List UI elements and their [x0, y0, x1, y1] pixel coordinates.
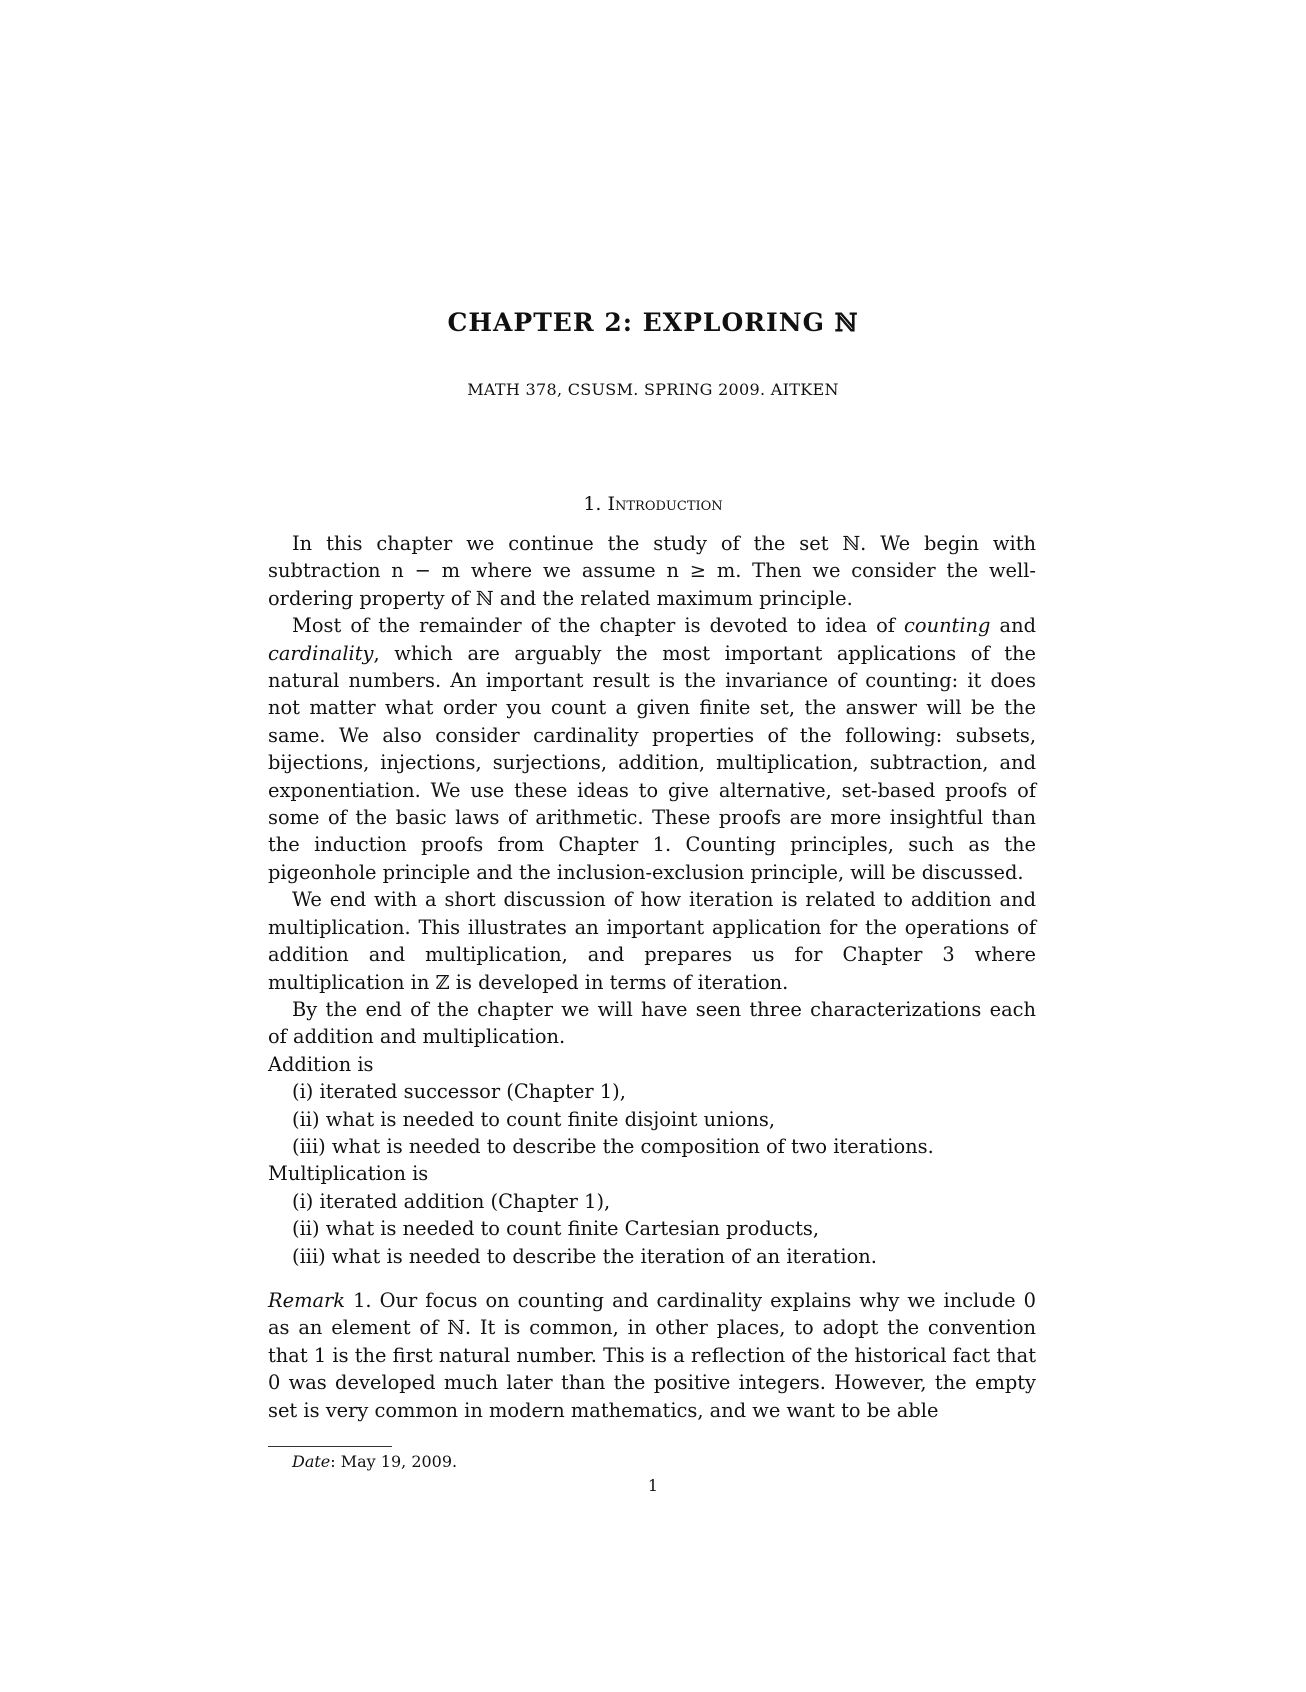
footnote	[292, 1452, 457, 1471]
emphasis-counting: counting	[904, 614, 991, 638]
footnote-label: Date	[292, 1452, 331, 1471]
remark-number: 1.	[345, 1288, 372, 1312]
addition-item: (ii) what is needed to count finite disjoint unions,	[292, 1107, 776, 1131]
paragraph-characterizations: By the end of the chapter we will have seen three characterizations each of addition and multiplication.	[268, 997, 1036, 1049]
paragraph-counting	[268, 612, 1036, 886]
page-number: 1	[647, 1476, 659, 1495]
footnote-divider	[268, 1446, 392, 1447]
paragraph-iteration: We end with a short discussion of how iteration is related to addition and multiplication. This illustrates an important application for the operations of addition and multiplication, and prepares us for Chapter 3 where multiplication in ℤ is developed in terms of iteration.	[268, 888, 1036, 994]
remark-paragraph	[268, 1287, 1036, 1424]
paragraph-intro: In this chapter we continue the study of the set ℕ. We begin with subtraction n − m where we assume n ≥ m. Then we consider the well-ordering property of ℕ and the related maximum principle.	[268, 532, 1036, 610]
paragraph-counting-part-a: Most of the remainder of the chapter is devoted to idea of	[292, 614, 905, 638]
multiplication-label: Multiplication is	[268, 1162, 429, 1186]
multiplication-item: (ii) what is needed to count finite Cartesian products,	[292, 1217, 819, 1241]
body-text	[268, 530, 1036, 1424]
emphasis-cardinality: cardinality	[268, 641, 374, 665]
chapter-title: CHAPTER 2: EXPLORING ℕ	[447, 308, 859, 337]
addition-label: Addition is	[268, 1052, 374, 1076]
remark-label: Remark	[268, 1288, 346, 1312]
multiplication-item: (iii) what is needed to describe the iteration of an iteration.	[292, 1244, 877, 1268]
paragraph-counting-part-c: , which are arguably the most important applications of the natural numbers. An important result is the invariance of counting: it does not matter what order you count a given finite set, the answer will be the same. We also consider cardinality properties of the following: subsets, bijections, injections, surjections, addition, multiplication, subtraction, and exponentiation. We use these ideas to give alternative, set-based proofs of some of the basic laws of arithmetic. These proofs are more insightful than the induction proofs from Chapter 1. Counting principles, such as the pigeonhole principle and the inclusion-exclusion principle, will be discussed.	[268, 641, 1036, 884]
addition-item: (i) iterated successor (Chapter 1),	[292, 1080, 626, 1104]
section-heading: 1. Introduction	[583, 493, 723, 515]
author-line: MATH 378, CSUSM. SPRING 2009. AITKEN	[467, 380, 839, 399]
addition-item: (iii) what is needed to describe the composition of two iterations.	[292, 1134, 934, 1158]
paragraph-counting-part-b: and	[990, 614, 1036, 638]
multiplication-item: (i) iterated addition (Chapter 1),	[292, 1189, 611, 1213]
footnote-text: : May 19, 2009.	[330, 1452, 458, 1471]
remark-text: Our focus on counting and cardinality explains why we include 0 as an element of ℕ. It is common, in other places, to adopt the convention that 1 is the first natural number. This is a reflection of the historical fact that 0 was developed much later than the positive integers. However, the empty set is very common in modern mathematics, and we want to be able	[268, 1288, 1036, 1422]
